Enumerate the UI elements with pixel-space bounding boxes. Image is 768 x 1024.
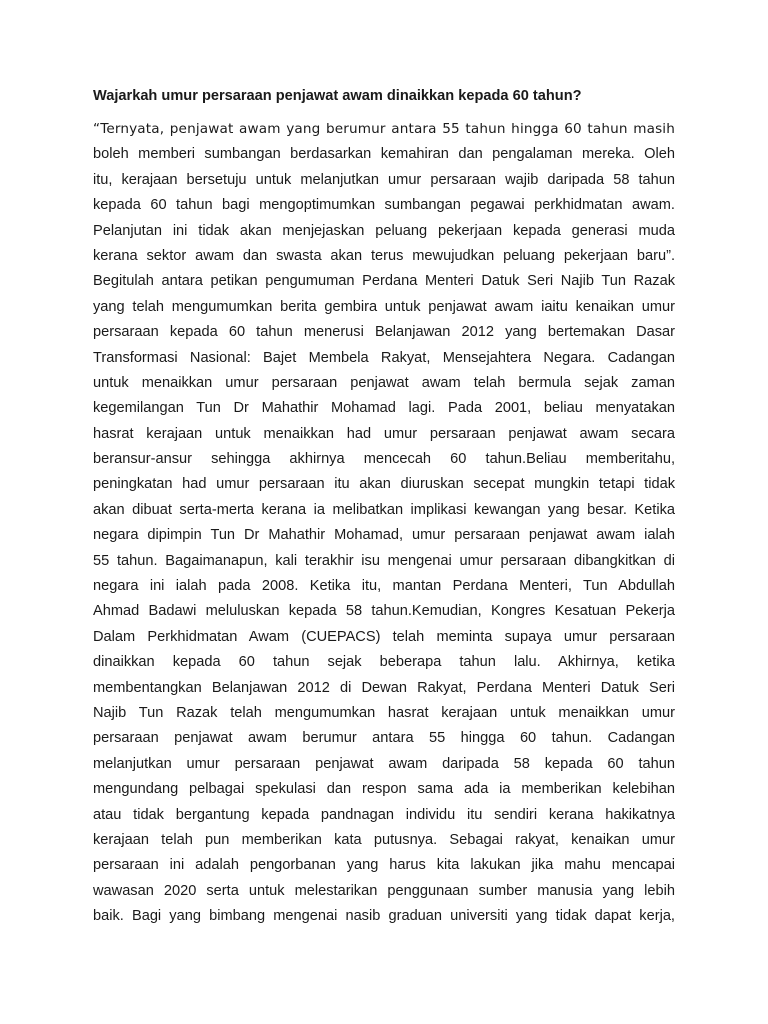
body-line: yang telah mengumumkan berita gembira untuk penjawat awam iaitu kenaikan umur — [93, 298, 675, 315]
body-line: Ahmad Badawi meluluskan kepada 58 tahun.Kemudian, Kongres Kesatuan Pekerja — [93, 603, 675, 620]
body-line: kerana sektor awam dan swasta akan terus mewujudkan peluang pekerjaan baru”. — [93, 247, 675, 264]
body-line: boleh memberi sumbangan berdasarkan kemahiran dan pengalaman mereka. Oleh — [93, 146, 675, 163]
body-line: hasrat kerajaan untuk menaikkan had umur persaraan penjawat awam secara — [93, 425, 675, 442]
body-line: persaraan kepada 60 tahun menerusi Belanjawan 2012 yang bertemakan Dasar — [93, 324, 675, 341]
body-line: untuk menaikkan umur persaraan penjawat awam telah bermula sejak zaman — [93, 374, 675, 391]
body-line: Transformasi Nasional: Bajet Membela Rakyat, Mensejahtera Negara. Cadangan — [93, 349, 675, 366]
body-line: kepada 60 tahun bagi mengoptimumkan sumbangan pegawai perkhidmatan awam. — [93, 197, 675, 214]
body-line: “Ternyata, penjawat awam yang berumur antara 55 tahun hingga 60 tahun masih — [93, 121, 675, 137]
body-line: 55 tahun. Bagaimanapun, kali terakhir isu mengenai umur persaraan dibangkitkan di — [93, 552, 675, 569]
body-line: Begitulah antara petikan pengumuman Perdana Menteri Datuk Seri Najib Tun Razak — [93, 273, 675, 290]
body-line: Pelanjutan ini tidak akan menjejaskan peluang pekerjaan kepada generasi muda — [93, 222, 675, 239]
body-line: kegemilangan Tun Dr Mahathir Mohamad lagi. Pada 2001, beliau menyatakan — [93, 400, 675, 417]
body-line: mengundang pelbagai spekulasi dan respon sama ada ia memberikan kelebihan — [93, 781, 675, 798]
body-line: itu, kerajaan bersetuju untuk melanjutkan umur persaraan wajib daripada 58 tahun — [93, 171, 675, 188]
body-line: persaraan ini adalah pengorbanan yang harus kita lakukan jika mahu mencapai — [93, 857, 675, 874]
body-line: peningkatan had umur persaraan itu akan diuruskan secepat mungkin tetapi tidak — [93, 476, 675, 493]
body-line: membentangkan Belanjawan 2012 di Dewan Rakyat, Perdana Menteri Datuk Seri — [93, 679, 675, 696]
body-line: persaraan penjawat awam berumur antara 55 hingga 60 tahun. Cadangan — [93, 730, 675, 747]
body-line: negara ini ialah pada 2008. Ketika itu, mantan Perdana Menteri, Tun Abdullah — [93, 578, 675, 595]
body-line: akan dibuat serta-merta kerana ia melibatkan implikasi kewangan yang besar. Ketika — [93, 501, 675, 518]
body-line: kerajaan telah pun memberikan kata putusnya. Sebagai rakyat, kenaikan umur — [93, 831, 675, 848]
body-line: dinaikkan kepada 60 tahun sejak beberapa tahun lalu. Akhirnya, ketika — [93, 654, 675, 671]
body-line: wawasan 2020 serta untuk melestarikan penggunaan sumber manusia yang lebih — [93, 882, 675, 899]
document-title: Wajarkah umur persaraan penjawat awam dinaikkan kepada 60 tahun? — [93, 88, 582, 104]
body-line: baik. Bagi yang bimbang mengenai nasib graduan universiti yang tidak dapat kerja, — [93, 908, 675, 925]
body-line: Dalam Perkhidmatan Awam (CUEPACS) telah meminta supaya umur persaraan — [93, 628, 675, 645]
document-page — [93, 86, 675, 930]
body-line: negara dipimpin Tun Dr Mahathir Mohamad, umur persaraan penjawat awam ialah — [93, 527, 675, 544]
body-line: melanjutkan umur persaraan penjawat awam daripada 58 kepada 60 tahun — [93, 755, 675, 772]
body-line: atau tidak bergantung kepada pandnagan individu itu sendiri kerana hakikatnya — [93, 806, 675, 823]
body-line: Najib Tun Razak telah mengumumkan hasrat kerajaan untuk menaikkan umur — [93, 704, 675, 721]
document-body — [93, 117, 675, 930]
body-line: beransur-ansur sehingga akhirnya mencecah 60 tahun.Beliau memberitahu, — [93, 451, 675, 468]
